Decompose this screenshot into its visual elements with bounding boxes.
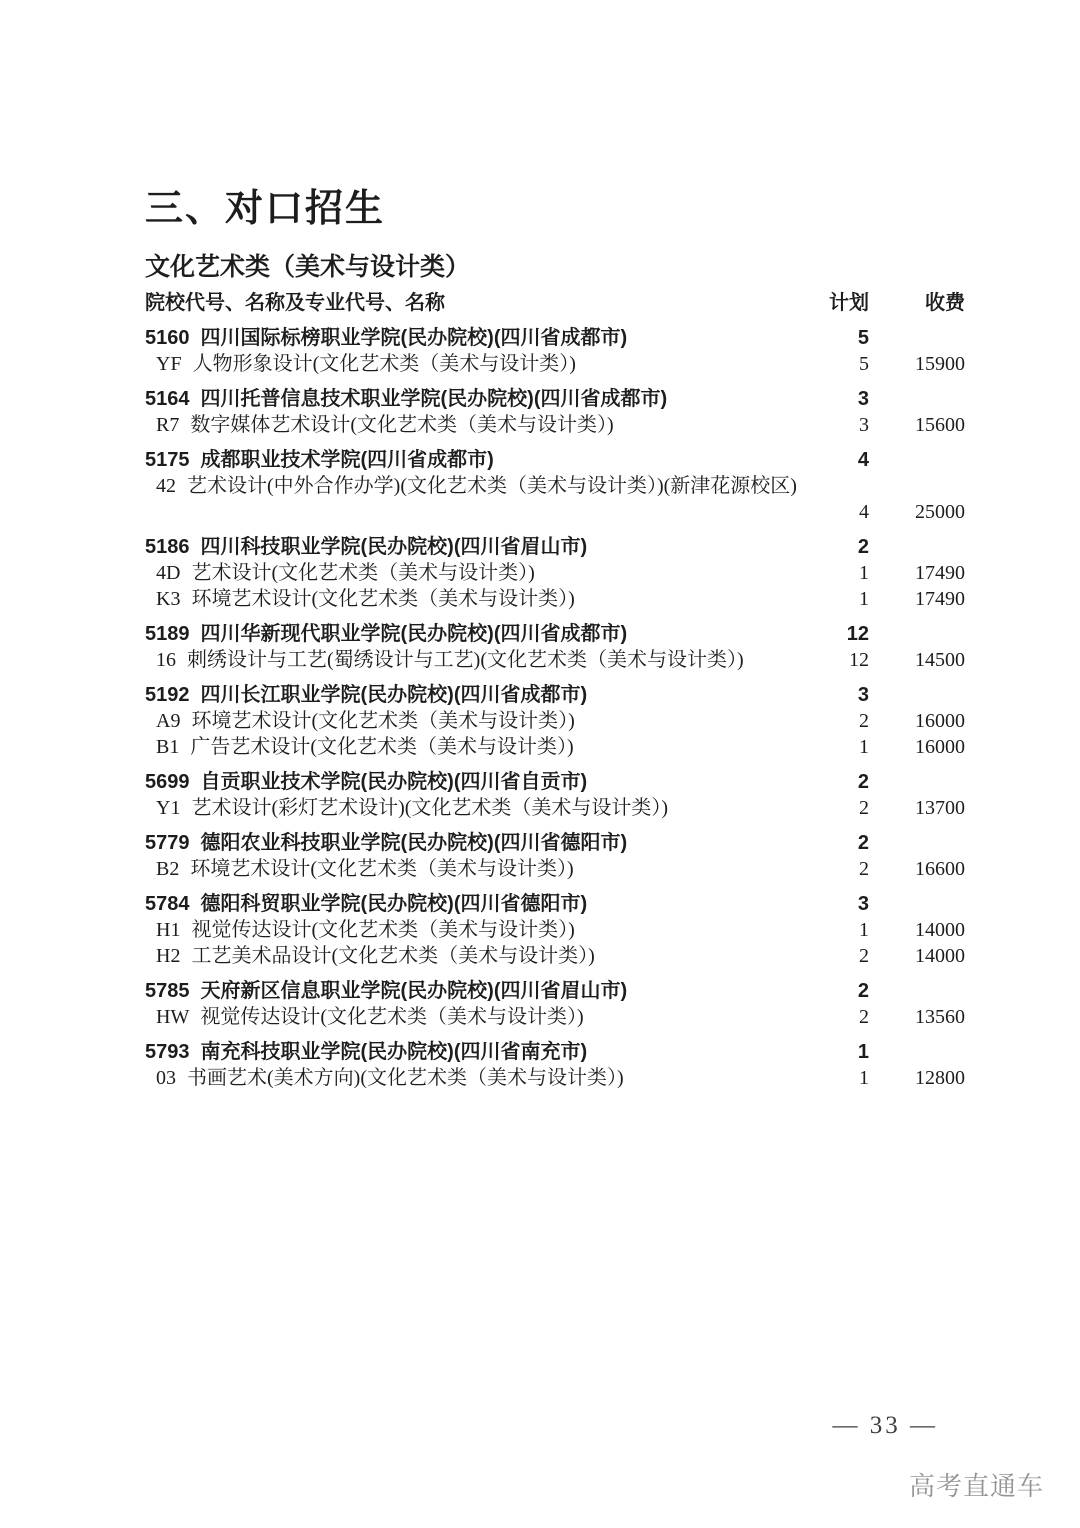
school-code: 5160	[145, 326, 190, 349]
major-name: 书画艺术(美术方向)(文化艺术类（美术与设计类）)	[187, 1066, 624, 1089]
major-name: 广告艺术设计(文化艺术类（美术与设计类）)	[190, 735, 574, 758]
major-name-cell	[145, 708, 809, 734]
school-code: 5785	[145, 979, 190, 1002]
major-fee: 14000	[915, 944, 965, 967]
major-fee: 25000	[915, 500, 965, 523]
school-name: 自贡职业技术学院(民办院校)(四川省自贡市)	[200, 770, 588, 793]
major-name: 视觉传达设计(文化艺术类（美术与设计类）)	[200, 1005, 584, 1028]
school-group	[145, 534, 965, 612]
major-plan: 2	[859, 1005, 869, 1028]
major-fee: 17490	[915, 587, 965, 610]
major-name: 艺术设计(文化艺术类（美术与设计类）)	[191, 561, 535, 584]
major-row	[145, 560, 965, 586]
major-code: 03	[156, 1066, 176, 1089]
school-group	[145, 830, 965, 882]
table-header	[145, 290, 965, 316]
school-row	[145, 325, 965, 351]
major-name-cell	[145, 647, 809, 673]
school-row	[145, 534, 965, 560]
school-code: 5699	[145, 770, 190, 793]
major-plan: 2	[859, 944, 869, 967]
major-plan: 2	[859, 709, 869, 732]
school-code: 5189	[145, 622, 190, 645]
major-row	[145, 647, 965, 673]
school-plan: 3	[857, 892, 869, 915]
major-code: H1	[156, 918, 181, 941]
school-plan: 2	[857, 535, 869, 558]
major-row	[145, 734, 965, 760]
school-plan: 5	[857, 326, 869, 349]
school-plan: 3	[857, 683, 869, 706]
school-plan: 3	[857, 387, 869, 410]
major-fee: 14000	[915, 918, 965, 941]
major-code: 4D	[156, 561, 181, 584]
school-group	[145, 325, 965, 377]
school-code: 5784	[145, 892, 190, 915]
major-name-cell	[145, 856, 809, 882]
school-row	[145, 830, 965, 856]
school-row	[145, 891, 965, 917]
major-fee: 13700	[915, 796, 965, 819]
school-name: 天府新区信息职业学院(民办院校)(四川省眉山市)	[200, 979, 628, 1002]
school-code: 5186	[145, 535, 190, 558]
category-title: 文化艺术类（美术与设计类）	[145, 252, 471, 281]
major-name: 环境艺术设计(文化艺术类（美术与设计类）)	[191, 587, 575, 610]
column-header-plan: 计划	[829, 291, 869, 314]
school-group	[145, 1039, 965, 1091]
major-name-cell	[145, 499, 809, 525]
school-name-cell	[145, 830, 809, 856]
major-name-cell	[145, 943, 809, 969]
school-name: 四川国际标榜职业学院(民办院校)(四川省成都市)	[200, 326, 628, 349]
major-name-cell	[145, 1004, 809, 1030]
school-name-cell	[145, 978, 809, 1004]
school-name: 德阳农业科技职业学院(民办院校)(四川省德阳市)	[200, 831, 628, 854]
school-name-cell	[145, 769, 809, 795]
school-code: 5164	[145, 387, 190, 410]
school-name-cell	[145, 621, 809, 647]
major-name-cell	[145, 351, 809, 377]
major-plan: 1	[859, 1066, 869, 1089]
school-plan: 4	[857, 448, 869, 471]
school-name: 四川托普信息技术职业学院(民办院校)(四川省成都市)	[200, 387, 668, 410]
major-name-cell	[145, 734, 809, 760]
major-fee: 15600	[915, 413, 965, 436]
major-fee: 15900	[915, 352, 965, 375]
school-plan: 2	[857, 770, 869, 793]
major-fee: 14500	[915, 648, 965, 671]
major-code: R7	[156, 413, 180, 436]
school-plan: 2	[857, 831, 869, 854]
school-code: 5793	[145, 1040, 190, 1063]
school-code: 5175	[145, 448, 190, 471]
major-code: YF	[156, 352, 182, 375]
school-group	[145, 769, 965, 821]
major-plan: 1	[859, 587, 869, 610]
school-row	[145, 1039, 965, 1065]
major-fee: 17490	[915, 561, 965, 584]
school-name-cell	[145, 891, 809, 917]
school-name-cell	[145, 447, 809, 473]
major-code: H2	[156, 944, 181, 967]
major-row	[145, 412, 965, 438]
major-code: 16	[156, 648, 176, 671]
major-name-cell	[145, 473, 809, 499]
major-row	[145, 917, 965, 943]
major-row	[145, 856, 965, 882]
page-content	[145, 188, 965, 1091]
major-name: 视觉传达设计(文化艺术类（美术与设计类）)	[191, 918, 575, 941]
school-group	[145, 891, 965, 969]
school-code: 5779	[145, 831, 190, 854]
major-code: 42	[156, 474, 176, 497]
school-group	[145, 682, 965, 760]
major-code: A9	[156, 709, 181, 732]
major-plan: 1	[859, 918, 869, 941]
major-plan: 2	[859, 796, 869, 819]
school-group	[145, 386, 965, 438]
major-name-cell	[145, 586, 809, 612]
school-name: 南充科技职业学院(民办院校)(四川省南充市)	[200, 1040, 588, 1063]
major-name: 人物形象设计(文化艺术类（美术与设计类）)	[192, 352, 576, 375]
school-group	[145, 621, 965, 673]
school-name-cell	[145, 325, 809, 351]
major-name: 工艺美术品设计(文化艺术类（美术与设计类）)	[191, 944, 595, 967]
major-name-cell	[145, 412, 809, 438]
major-name: 环境艺术设计(文化艺术类（美术与设计类）)	[191, 709, 575, 732]
major-fee: 13560	[915, 1005, 965, 1028]
major-name-cell	[145, 560, 809, 586]
major-plan: 5	[859, 352, 869, 375]
school-name: 德阳科贸职业学院(民办院校)(四川省德阳市)	[200, 892, 588, 915]
major-plan: 4	[859, 500, 869, 523]
major-name-cell	[145, 917, 809, 943]
major-name-cell	[145, 795, 809, 821]
page-number: — 33 —	[832, 1412, 938, 1439]
school-row	[145, 386, 965, 412]
school-row	[145, 447, 965, 473]
major-row	[145, 1004, 965, 1030]
school-list	[145, 325, 965, 1091]
major-code: K3	[156, 587, 181, 610]
school-name: 四川科技职业学院(民办院校)(四川省眉山市)	[200, 535, 588, 558]
major-name: 刺绣设计与工艺(蜀绣设计与工艺)(文化艺术类（美术与设计类）)	[187, 648, 744, 671]
major-row	[145, 1065, 965, 1091]
school-plan: 1	[857, 1040, 869, 1063]
watermark: 高考直通车	[908, 1471, 1044, 1501]
school-row	[145, 621, 965, 647]
school-name: 四川长江职业学院(民办院校)(四川省成都市)	[200, 683, 588, 706]
major-name-cell	[145, 1065, 809, 1091]
school-name-cell	[145, 682, 809, 708]
school-row	[145, 682, 965, 708]
major-row	[145, 473, 965, 499]
major-fee: 16000	[915, 709, 965, 732]
major-fee: 12800	[915, 1066, 965, 1089]
major-code: B1	[156, 735, 180, 758]
major-plan: 1	[859, 561, 869, 584]
major-plan: 3	[859, 413, 869, 436]
major-fee: 16000	[915, 735, 965, 758]
school-plan: 12	[846, 622, 869, 645]
major-plan: 12	[849, 648, 869, 671]
school-plan: 2	[857, 979, 869, 1002]
major-code: Y1	[156, 796, 181, 819]
major-plan: 1	[859, 735, 869, 758]
major-plan: 2	[859, 857, 869, 880]
major-name: 环境艺术设计(文化艺术类（美术与设计类）)	[190, 857, 574, 880]
school-row	[145, 978, 965, 1004]
school-row	[145, 769, 965, 795]
major-row	[145, 586, 965, 612]
major-code: HW	[156, 1005, 190, 1028]
major-code: B2	[156, 857, 180, 880]
major-name: 数字媒体艺术设计(文化艺术类（美术与设计类）)	[190, 413, 614, 436]
column-header-fee: 收费	[925, 291, 965, 314]
major-name: 艺术设计(中外合作办学)(文化艺术类（美术与设计类）)(新津花源校区)	[187, 474, 797, 497]
section-title: 三、对口招生	[145, 188, 386, 230]
column-header-name: 院校代号、名称及专业代号、名称	[145, 291, 445, 314]
major-fee: 16600	[915, 857, 965, 880]
school-name-cell	[145, 1039, 809, 1065]
major-row	[145, 943, 965, 969]
school-name: 四川华新现代职业学院(民办院校)(四川省成都市)	[200, 622, 628, 645]
school-group	[145, 978, 965, 1030]
school-name-cell	[145, 386, 809, 412]
major-row	[145, 795, 965, 821]
school-code: 5192	[145, 683, 190, 706]
school-group	[145, 447, 965, 525]
major-row	[145, 351, 965, 377]
school-name: 成都职业技术学院(四川省成都市)	[200, 448, 494, 471]
major-name: 艺术设计(彩灯艺术设计)(文化艺术类（美术与设计类）)	[191, 796, 669, 819]
major-row	[145, 499, 965, 525]
school-name-cell	[145, 534, 809, 560]
major-row	[145, 708, 965, 734]
